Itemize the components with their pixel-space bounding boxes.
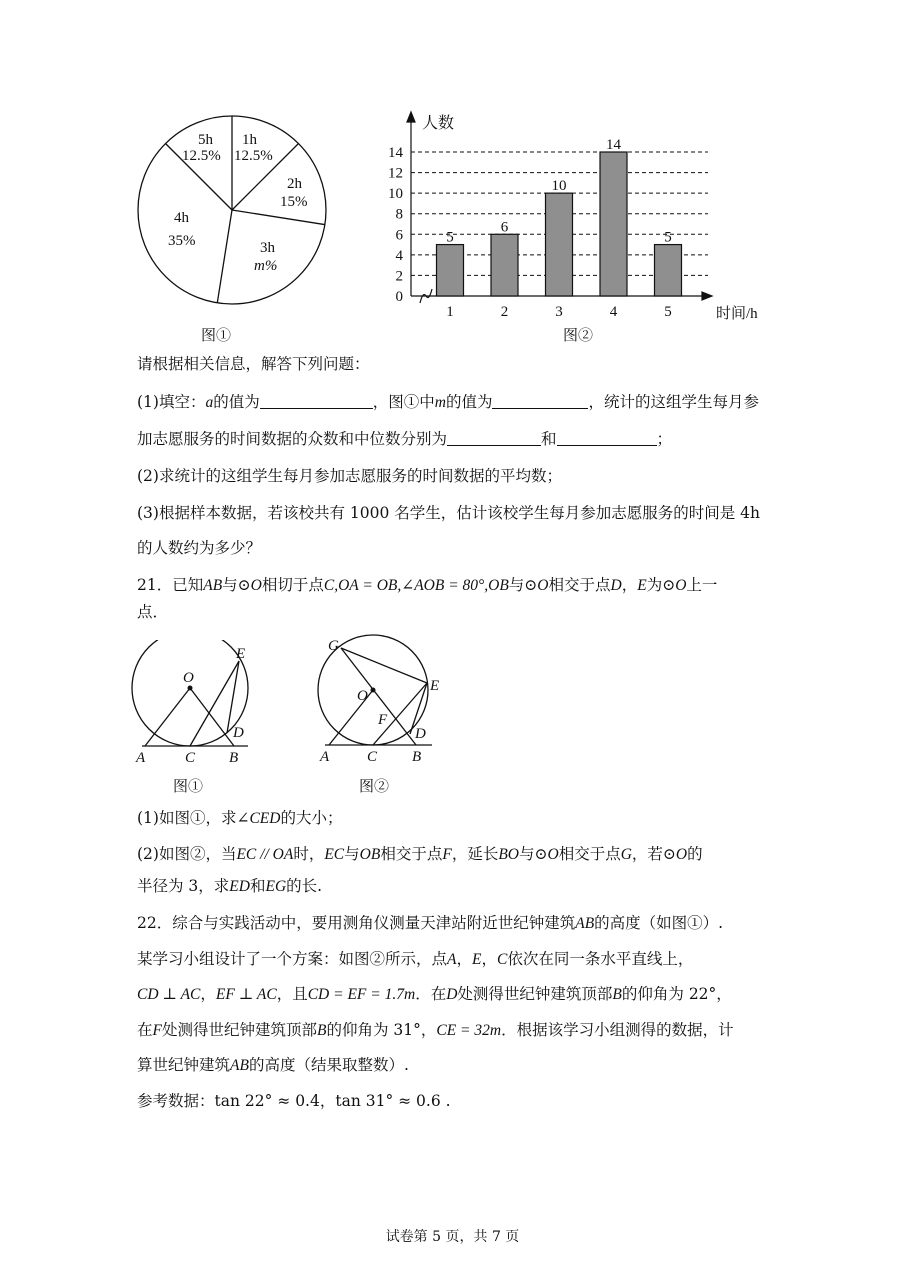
y-tick-label-4: 4 <box>395 247 403 264</box>
bar-value-label-1: 5 <box>446 229 454 246</box>
q21-fig2-label-f: F <box>378 712 388 728</box>
x-axis-title: 时间/h <box>716 306 758 322</box>
q21-fig2-label-g: G <box>328 638 339 654</box>
x-axis-arrow <box>702 292 712 300</box>
x-tick-label-4: 4 <box>609 304 618 320</box>
y-tick-label-8: 8 <box>395 206 403 223</box>
x-tick-label-2: 2 <box>500 304 509 320</box>
pie-value-3h: m% <box>254 258 278 274</box>
pie-label-5h: 5h <box>198 132 213 148</box>
pie-value-5h: 12.5% <box>182 148 221 164</box>
q21-fig2-label-b: B <box>412 749 422 765</box>
pie-caption: 图① <box>201 326 232 344</box>
q22-line2: 某学习小组设计了一个方案：如图②所示，点A，E，C依次在同一条水平直线上， <box>137 950 694 968</box>
pie-value-4h: 35% <box>168 233 196 249</box>
q21-figure-2 <box>315 630 455 770</box>
q21-fig1-label-a: A <box>136 750 146 766</box>
x-tick-label-3: 3 <box>555 304 563 320</box>
q21-fig2-label-c: C <box>367 749 378 765</box>
y-tick-label-12: 12 <box>388 165 403 182</box>
x-tick-label-1: 1 <box>446 304 454 320</box>
q21-fig1-circle <box>132 640 248 746</box>
q22-line5: 算世纪钟建筑AB的高度（结果取整数）. <box>137 1056 409 1074</box>
y-axis-arrow <box>407 112 415 122</box>
q21-fig2-caption: 图② <box>359 777 390 795</box>
bar-chart-figure <box>370 108 780 323</box>
pie-chart-figure <box>120 100 350 320</box>
q20-part3-line2: 的人数约为多少？ <box>137 539 262 557</box>
q21-part2-line1: (2)如图②，当EC // OA时，EC与OB相交于点F，延长BO与⊙O相交于点G，若⊙O的 <box>137 845 703 863</box>
q21-part2-line2: 半径为 3，求ED和EG的长. <box>137 877 323 895</box>
bar-value-label-3: 10 <box>551 178 567 195</box>
q21-fig1-segment-oa <box>145 688 190 746</box>
q21-fig2-label-a: A <box>320 749 330 765</box>
pie-label-1h: 1h <box>242 132 257 148</box>
y-tick-label-0: 0 <box>395 289 403 305</box>
q21-fig2-label-o: O <box>357 688 368 704</box>
q20-intro: 请根据相关信息，解答下列问题： <box>137 355 370 373</box>
y-axis-title: 人数 <box>422 115 455 132</box>
q21-stem-line1: 21．已知AB与⊙O相切于点C,OA = OB,∠AOB = 80°,OB与⊙O相交于点D，E为⊙O上一 <box>137 576 718 594</box>
q20-part1-line2: 加志愿服务的时间数据的众数和中位数分别为 和 ； <box>137 430 673 448</box>
q21-fig1-segment-ob <box>190 688 234 746</box>
bar-3 <box>546 193 573 296</box>
x-tick-label-5: 5 <box>664 304 672 320</box>
q21-fig2-label-d: D <box>415 726 426 742</box>
bar-value-label-5: 5 <box>664 229 672 246</box>
answer-blank-median[interactable] <box>557 431 657 446</box>
q22-line1: 22．综合与实践活动中，要用测角仪测量天津站附近世纪钟建筑AB的高度（如图①）. <box>137 914 724 932</box>
bar-value-label-2: 6 <box>500 219 509 236</box>
pie-label-3h: 3h <box>260 240 275 256</box>
pie-divider-2h-3h <box>232 210 325 225</box>
q21-fig1-label-b: B <box>229 750 239 766</box>
bar-1 <box>437 245 464 296</box>
q21-fig2-segment-gb <box>341 648 416 745</box>
y-tick-label-14: 14 <box>388 145 403 161</box>
answer-blank-a[interactable] <box>260 394 373 409</box>
y-tick-label-10: 10 <box>388 186 403 203</box>
answer-blank-m[interactable] <box>492 394 588 409</box>
q21-part1: (1)如图①，求∠CED的大小； <box>137 809 343 827</box>
q22-reference-data: 参考数据：tan 22° ≈ 0.4，tan 31° ≈ 0.6 . <box>137 1092 451 1110</box>
q21-fig1-label-d: D <box>233 725 244 741</box>
q21-fig1-label-o: O <box>183 670 194 686</box>
q21-fig1-caption: 图① <box>173 777 204 795</box>
pie-value-2h: 15% <box>280 194 308 210</box>
q21-fig1-center-dot <box>188 686 193 691</box>
pie-divider-3h-4h <box>217 210 232 303</box>
y-tick-label-6: 6 <box>395 227 403 244</box>
answer-blank-mode[interactable] <box>447 431 541 446</box>
bar-caption: 图② <box>563 326 594 344</box>
q21-figure-1 <box>130 640 260 770</box>
bar-5 <box>655 245 682 296</box>
pie-label-4h: 4h <box>174 210 189 226</box>
page-footer: 试卷第 5 页，共 7 页 <box>385 1229 520 1245</box>
pie-label-2h: 2h <box>287 176 302 192</box>
q21-fig2-center-dot <box>371 688 376 693</box>
q22-line3: CD ⊥ AC，EF ⊥ AC，且CD = EF = 1.7m．在D处测得世纪钟建筑顶部B的仰角为 22°， <box>137 985 732 1003</box>
q21-stem-line2: 点． <box>137 603 169 621</box>
bar-2 <box>491 234 518 296</box>
pie-value-1h: 12.5% <box>234 148 273 164</box>
bar-value-label-4: 14 <box>606 137 621 153</box>
q20-part1-line1: (1)填空：a的值为 ，图①中m的值为 ，统计的这组学生每月参 <box>137 393 759 411</box>
axis-break-mark <box>420 289 432 303</box>
q21-fig2-label-e: E <box>430 678 440 694</box>
q20-part3-line1: (3)根据样本数据，若该校共有 1000 名学生，估计该校学生每月参加志愿服务的时间是 4h <box>137 504 761 522</box>
q20-part2: (2)求统计的这组学生每月参加志愿服务的时间数据的平均数； <box>137 467 562 485</box>
bar-4 <box>600 152 627 296</box>
q22-line4: 在F处测得世纪钟建筑顶部B的仰角为 31°，CE = 32m．根据该学习小组测得的数据，计 <box>137 1021 734 1039</box>
q21-fig1-label-c: C <box>185 750 196 766</box>
q21-fig1-label-e: E <box>236 646 246 662</box>
y-tick-label-2: 2 <box>395 268 403 285</box>
